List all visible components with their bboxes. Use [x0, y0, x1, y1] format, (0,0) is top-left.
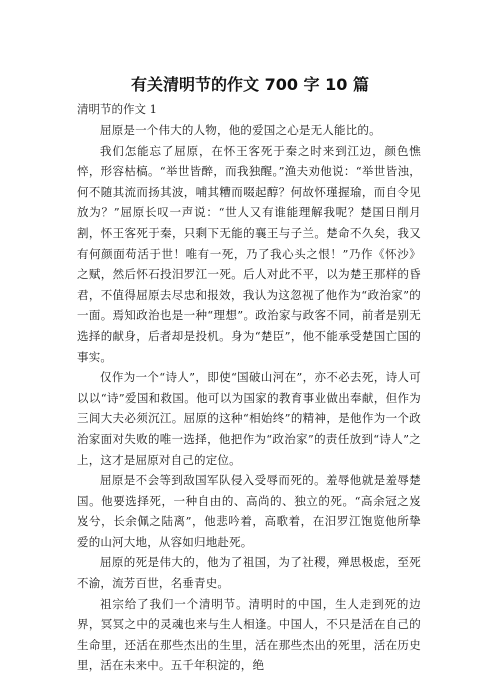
article-body: [77, 120, 421, 676]
paragraph: 屈原的死是伟大的，他为了祖国，为了社稷，殚思极虑，至死不渝，流芳百世，名垂青史。: [77, 555, 421, 591]
paragraph: 仅作为一个“诗人”，即使“国破山河在”，亦不必去死，诗人可以以“诗”爱国和救国。他可以为国家的教育事业做出奉献，但作为三闾大夫必须沉江。屈原的这种“相始终”的精神，是他作为一个政治家面对失败的唯一选择，他把作为“政治家”的责任放到“诗人”之上，这才是屈原对自己的定位。: [77, 370, 421, 467]
paragraph: 屈原是不会等到敌国军队侵入受辱而死的。羞辱他就是羞辱楚国。他要选择死，一种自由的、高尚的、独立的死。“高余冠之岌岌兮，长余佩之陆离”，他悲吟着，高歌着，在汨罗江饱览他所挚爱的山河大地，从容如归地赴死。: [77, 473, 421, 549]
page-title: 有关清明节的作文 700 字 10 篇: [131, 75, 369, 94]
paragraph: 我们怎能忘了屈原，在怀王客死于秦之时来到江边，颜色憔悴，形容枯槁。“举世皆醉，而我独醒。”渔夫劝他说：“举世皆浊，何不随其流而扬其波，哺其糟而啜起醇？何故怀瑾握瑜，而自令见放为？”屈原长叹一声说：“世人又有谁能理解我呢？楚国日削月割，怀王客死于秦，只剩下无能的襄王与子兰。楚命不久矣，我又有何颜面苟活于世！唯有一死，乃了我心头之恨！”乃作《怀沙》之赋，然后怀石投汨罗江一死。后人对此不平，以为楚王那样的昏君，不值得屈原去尽忠和报效，我认为这忽视了他作为“政治家”的一面。焉知政治也是一种“理想”。政治家与政客不同，前者是别无选择的献身，后者却是投机。身为“楚臣”，他不能承受楚国亡国的事实。: [77, 143, 421, 364]
paragraph: 屈原是一个伟大的人物，他的爱国之心是无人能比的。: [100, 123, 381, 137]
paragraph: 祖宗给了我们一个清明节。清明时的中国，生人走到死的边界，冥冥之中的灵魂也来与生人相逢。中国人，不只是活在自己的生命里，还活在那些杰出的生里，活在那些杰出的死里，活在历史里，活在未来中。五千年积淀的，绝: [77, 596, 421, 673]
section-title: 清明节的作文 1: [77, 102, 157, 116]
